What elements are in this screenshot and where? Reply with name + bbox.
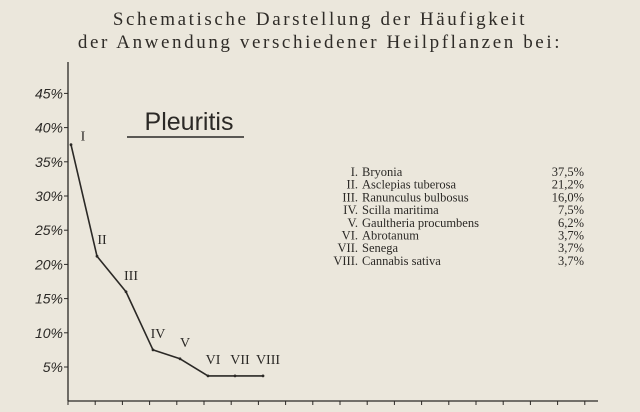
data-point <box>70 143 73 146</box>
legend-name: Bryonia <box>362 165 403 179</box>
chart-title-line-2: der Anwendung verschiedener Heilpflanzen bei: <box>77 32 563 53</box>
legend-value: 16,0% <box>551 190 584 205</box>
y-tick-label: 25% <box>34 222 63 239</box>
data-point <box>207 375 210 378</box>
y-tick-label: 35% <box>34 153 63 170</box>
legend-value: 3,7% <box>557 241 584 256</box>
legend-name: Senega <box>362 241 399 256</box>
point-label: IV <box>150 326 166 342</box>
y-tick-label: 10% <box>34 324 63 341</box>
point-label: III <box>124 268 138 284</box>
y-tick-label: 15% <box>34 290 63 307</box>
data-point <box>152 349 155 352</box>
point-label: VI <box>205 352 221 368</box>
data-point <box>96 255 99 258</box>
legend-value: 6,2% <box>557 215 584 230</box>
point-label: VIII <box>255 352 281 368</box>
legend-name: Scilla maritima <box>362 203 439 218</box>
point-label: II <box>97 233 107 249</box>
legend <box>333 165 584 268</box>
series-line <box>70 143 265 377</box>
chart-title-line-1: Schematische Darstellung der Häufigkeit <box>112 9 528 30</box>
series-path <box>71 145 263 376</box>
y-tick-label: 40% <box>34 119 63 136</box>
legend-numeral: VIII. <box>333 253 358 268</box>
legend-numeral: I. <box>350 165 358 179</box>
legend-numeral: II. <box>346 177 358 192</box>
legend-value: 7,5% <box>557 203 584 218</box>
data-point <box>125 290 128 293</box>
legend-value: 3,7% <box>557 253 584 268</box>
legend-name: Abrotanum <box>362 228 419 243</box>
data-point <box>234 375 237 378</box>
point-label: V <box>179 335 191 351</box>
legend-name: Ranunculus bulbosus <box>362 190 469 205</box>
data-point <box>179 357 182 360</box>
legend-name: Cannabis sativa <box>362 253 441 268</box>
point-label: VII <box>230 352 250 368</box>
legend-name: Asclepias tuberosa <box>362 177 457 192</box>
legend-value: 3,7% <box>557 228 584 243</box>
point-label: I <box>80 129 86 145</box>
legend-numeral: VII. <box>337 241 358 256</box>
legend-numeral: III. <box>342 190 358 205</box>
data-point <box>262 375 265 378</box>
y-tick-label: 45% <box>34 85 63 102</box>
legend-numeral: V. <box>347 215 358 230</box>
legend-value: 37,5% <box>551 165 584 179</box>
point-labels <box>81 130 281 368</box>
chart-subtitle: Pleuritis <box>144 108 234 136</box>
legend-value: 21,2% <box>551 177 584 192</box>
y-tick-labels <box>34 85 68 375</box>
y-tick-label: 20% <box>34 256 63 273</box>
y-tick-label: 30% <box>34 188 63 204</box>
legend-numeral: VI. <box>341 228 358 243</box>
y-tick-label: 5% <box>42 359 63 375</box>
legend-name: Gaultheria procumbens <box>362 215 479 230</box>
legend-numeral: IV. <box>343 203 358 218</box>
